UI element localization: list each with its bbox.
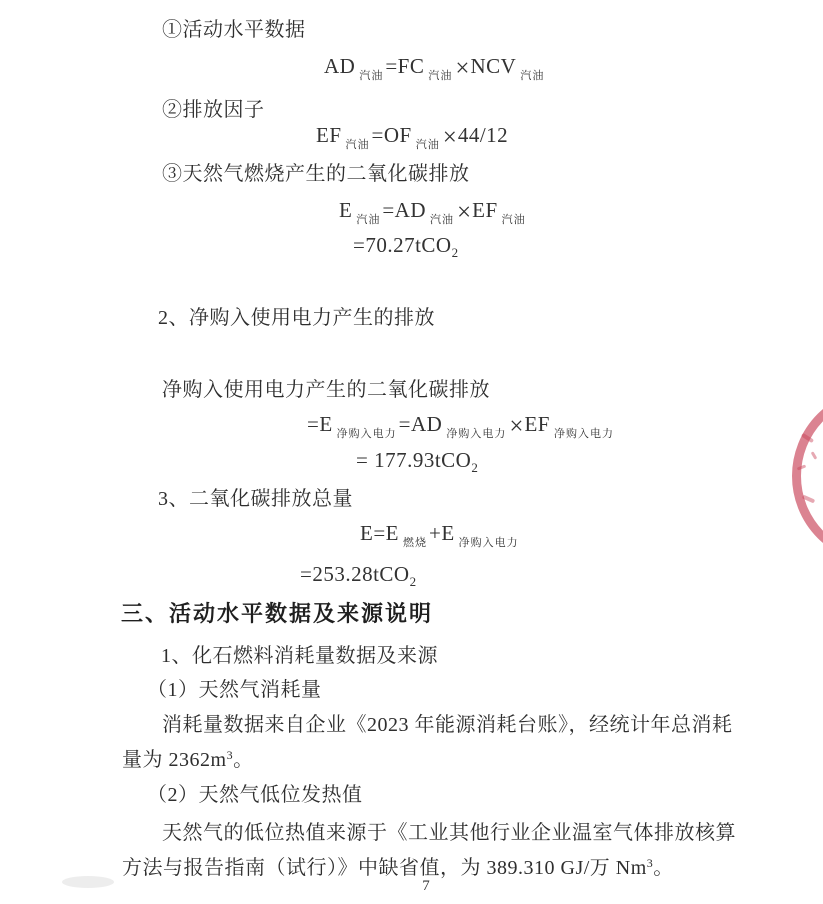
formula-e-total — [360, 521, 521, 550]
formula-e-gasoline — [339, 198, 528, 227]
formula-subscript: 汽油 — [430, 214, 455, 226]
multiplication-sign: × — [455, 55, 470, 82]
result-value: =253.28tCO — [300, 562, 410, 586]
formula-term: NCV — [470, 54, 517, 78]
para-text: 方法与报告指南（试行）》中缺省值，为 389.310 GJ/万 Nm — [122, 857, 647, 879]
formula-ef-gasoline — [316, 123, 508, 152]
formula-term: =AD — [398, 412, 443, 436]
formula-term: +E — [429, 521, 455, 545]
formula-term: EF — [524, 412, 550, 436]
multiplication-sign: × — [509, 413, 524, 440]
result-total — [300, 562, 417, 590]
formula-subscript: 汽油 — [415, 139, 440, 151]
formula-subscript: 净购入电力 — [458, 537, 519, 549]
formula-subscript: 汽油 — [520, 70, 545, 82]
item-1-activity-data: ①活动水平数据 — [162, 19, 306, 41]
item-3-natural-gas-co2: ③天然气燃烧产生的二氧化碳排放 — [162, 163, 470, 185]
section-2-electricity-emission: 2、净购入使用电力产生的排放 — [158, 307, 435, 329]
formula-subscript: 汽油 — [345, 139, 370, 151]
para-heating-line1: 天然气的低位热值来源于《工业其他行业企业温室气体排放核算 — [162, 822, 736, 844]
formula-subscript: 汽油 — [359, 70, 384, 82]
page-number: 7 — [422, 878, 430, 894]
formula-subscript: 净购入电力 — [336, 428, 397, 440]
formula-term: EF — [472, 198, 498, 222]
para-consumption-line2 — [122, 743, 254, 772]
formula-term: =E — [307, 412, 333, 436]
result-value: = 177.93tCO — [356, 448, 472, 472]
formula-subscript: 汽油 — [428, 70, 453, 82]
formula-term: AD — [324, 54, 356, 78]
formula-subscript: 汽油 — [356, 214, 381, 226]
co2-subscript: 2 — [409, 574, 417, 589]
result-value: =70.27tCO — [353, 233, 452, 257]
co2-subscript: 2 — [471, 460, 479, 475]
formula-term: E=E — [360, 521, 399, 545]
formula-term: E — [339, 198, 353, 222]
item-1-1-gas-consumption: （1）天然气消耗量 — [147, 679, 322, 701]
formula-subscript: 燃烧 — [403, 537, 427, 549]
multiplication-sign: × — [457, 199, 472, 226]
section-3-total-co2: 3、二氧化碳排放总量 — [158, 488, 353, 510]
formula-term: =AD — [382, 198, 427, 222]
formula-ad-gasoline — [324, 54, 546, 83]
para-text: 量为 2362m — [122, 749, 227, 771]
formula-term: =FC — [385, 54, 425, 78]
formula-subscript: 汽油 — [501, 214, 526, 226]
formula-term: EF — [316, 123, 342, 147]
co2-subscript: 2 — [451, 245, 459, 260]
heading-3-activity-data-sources: 三、活动水平数据及来源说明 — [121, 601, 434, 626]
formula-e-electricity — [307, 412, 616, 441]
para-consumption-line1: 消耗量数据来自企业《2023 年能源消耗台账》，经统计年总消耗 — [162, 714, 733, 736]
red-seal-stamp-icon — [792, 388, 823, 564]
para-heating-line2 — [122, 851, 674, 880]
item-1-2-gas-heating-value: （2）天然气低位发热值 — [147, 784, 363, 806]
multiplication-sign: × — [442, 124, 457, 151]
formula-term: 44/12 — [457, 123, 509, 147]
formula-subscript: 净购入电力 — [553, 428, 614, 440]
formula-term: =OF — [371, 123, 412, 147]
para-electricity-co2: 净购入使用电力产生的二氧化碳排放 — [162, 379, 490, 401]
result-gas-combustion — [353, 233, 459, 261]
formula-subscript: 净购入电力 — [446, 428, 507, 440]
para-text: 。 — [653, 857, 674, 879]
cubic-superscript: 3 — [646, 856, 654, 870]
item-2-emission-factor: ②排放因子 — [162, 99, 265, 121]
scan-artifact — [62, 876, 114, 888]
para-text: 。 — [233, 749, 254, 771]
result-electricity — [356, 448, 478, 476]
cubic-superscript: 3 — [226, 748, 234, 762]
item-1-fossil-fuel-data: 1、化石燃料消耗量数据及来源 — [161, 645, 438, 667]
